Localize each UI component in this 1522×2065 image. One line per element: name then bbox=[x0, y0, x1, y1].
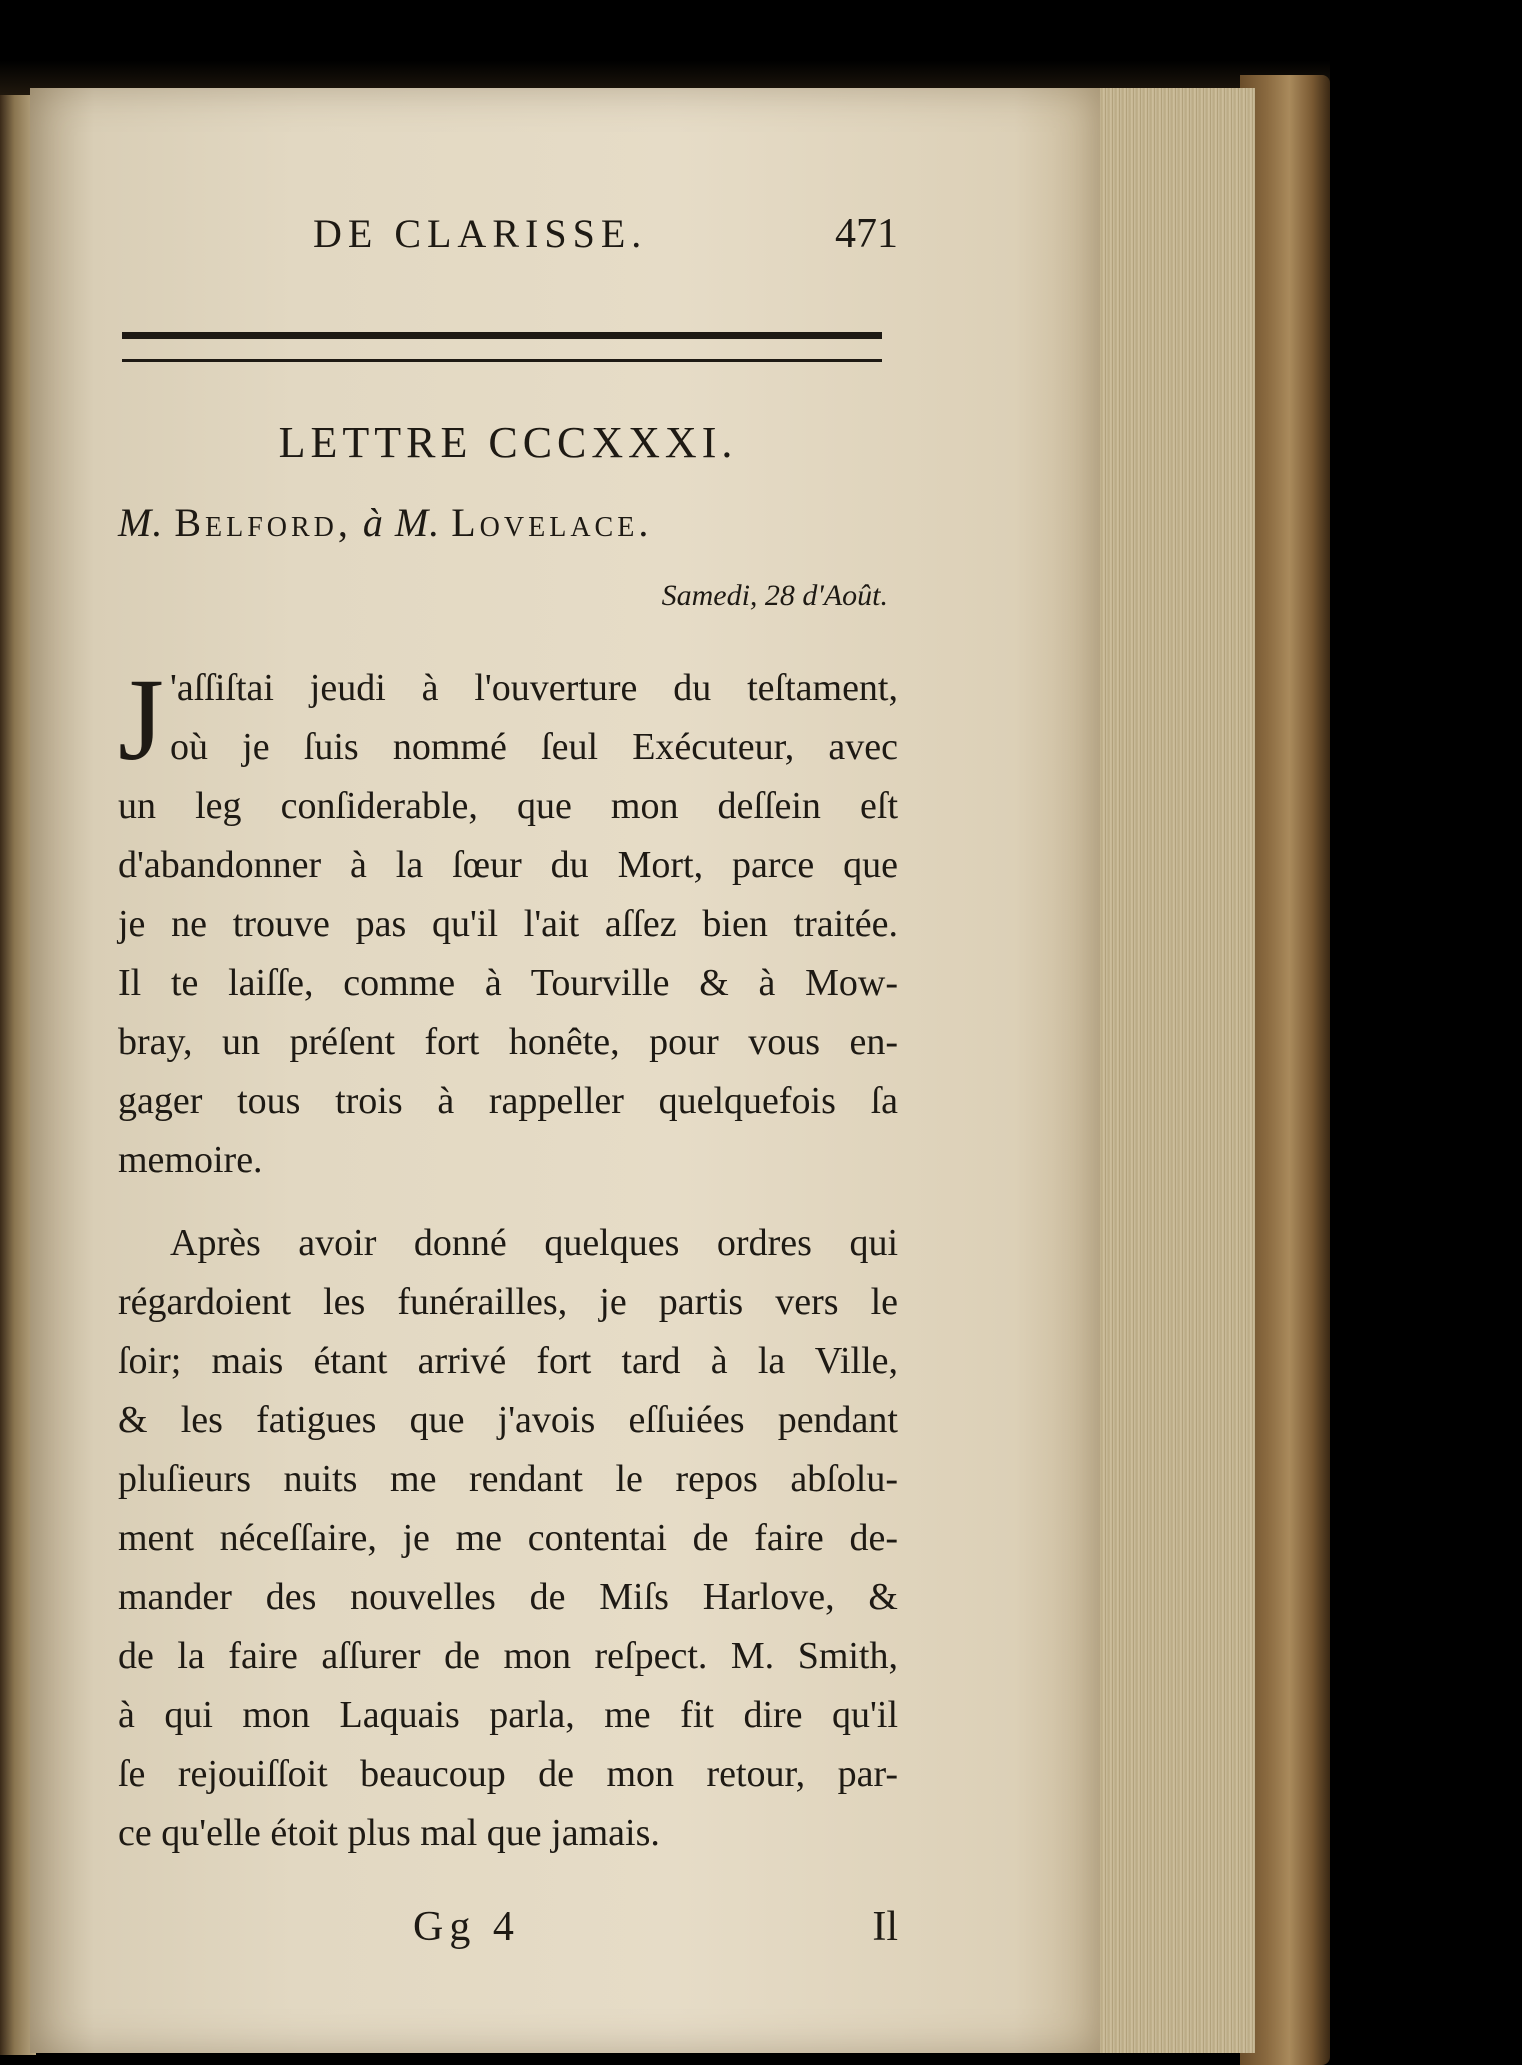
from-prefix: M. bbox=[118, 500, 164, 545]
text-line: un leg conſiderable, que mon deſſein eſt bbox=[118, 785, 898, 827]
text-line: régardoient les funérailles, je partis vers le bbox=[118, 1281, 898, 1323]
signature-mark: Gg 4 bbox=[413, 1904, 520, 1950]
page-number: 471 bbox=[835, 211, 898, 257]
text-line: memoire. bbox=[118, 1139, 263, 1181]
to-name: Lovelace. bbox=[451, 500, 653, 545]
to-word: à bbox=[362, 500, 384, 545]
text-line: à qui mon Laquais parla, me fit dire qu'il bbox=[118, 1694, 898, 1736]
text-line: ſoir; mais étant arrivé fort tard à la Ville, bbox=[118, 1340, 898, 1382]
running-title: DE CLARISSE. bbox=[313, 211, 648, 256]
catchword: Il bbox=[872, 1904, 898, 1950]
page-block-edges bbox=[1085, 88, 1255, 2053]
page-footer bbox=[118, 1903, 898, 1963]
text-line: je ne trouve pas qu'il l'ait aſſez bien traitée. bbox=[118, 903, 898, 945]
text-line: gager tous trois à rappeller quelquefois ſa bbox=[118, 1080, 898, 1122]
paragraph-2 bbox=[118, 1214, 898, 1863]
paragraph-1 bbox=[118, 654, 898, 1190]
to-prefix: M. bbox=[394, 500, 441, 545]
text-line: Après avoir donné quelques ordres qui bbox=[170, 1222, 898, 1264]
text-line: ce qu'elle étoit plus mal que jamais. bbox=[118, 1812, 660, 1854]
letter-date: Samedi, 28 d'Août. bbox=[661, 579, 888, 612]
text-line: d'abandonner à la ſœur du Mort, parce que bbox=[118, 844, 898, 886]
text-line: ſe rejouiſſoit beaucoup de mon retour, par- bbox=[118, 1753, 898, 1795]
page-text bbox=[118, 210, 898, 1963]
text-line: 'aſſiſtai jeudi à l'ouverture du teſtament, bbox=[170, 667, 898, 709]
text-line: mander des nouvelles de Miſs Harlove, & bbox=[118, 1576, 898, 1618]
text-line: & les fatigues que j'avois eſſuiées pendant bbox=[118, 1399, 898, 1441]
text-line: bray, un préſent fort honête, pour vous en- bbox=[118, 1021, 898, 1063]
letter-salutation bbox=[118, 499, 898, 559]
text-line: où je ſuis nommé ſeul Exécuteur, avec bbox=[170, 726, 898, 768]
text-line: ment néceſſaire, je me contentai de faire de- bbox=[118, 1517, 898, 1559]
drop-cap: J bbox=[118, 654, 164, 785]
text-line: de la faire aſſurer de mon reſpect. M. Smith, bbox=[118, 1635, 898, 1677]
letter-title: LETTRE CCCXXXI. bbox=[278, 418, 738, 467]
ornamental-rule bbox=[122, 332, 882, 362]
running-head bbox=[118, 210, 898, 270]
text-line: Il te laiſſe, comme à Tourville & à Mow- bbox=[118, 962, 898, 1004]
text-line: pluſieurs nuits me rendant le repos abſolu- bbox=[118, 1458, 898, 1500]
from-name: Belford, bbox=[174, 500, 352, 545]
